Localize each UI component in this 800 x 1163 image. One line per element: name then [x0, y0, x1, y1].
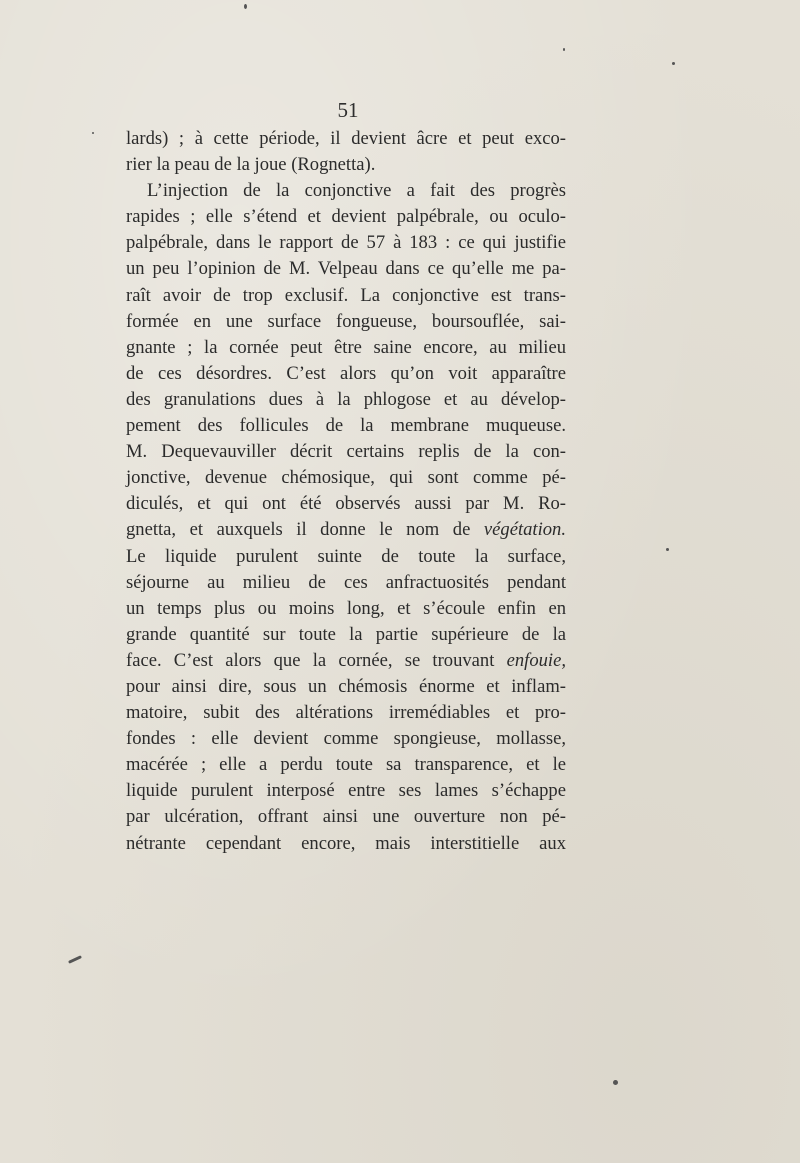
- text-line-content: liquide purulent interposé entre ses lames s’échappe: [126, 780, 566, 802]
- text-line: [126, 361, 566, 387]
- text-line: [126, 256, 566, 282]
- text-line: [126, 491, 566, 517]
- text-line-content: pement des follicules de la membrane muqueuse.: [126, 415, 566, 437]
- text-line: [126, 204, 566, 230]
- text-line: [126, 596, 566, 622]
- text-line-content: jonctive, devenue chémosique, qui sont comme pé-: [126, 467, 566, 489]
- text-line-content: nétrante cependant encore, mais interstitielle aux: [126, 832, 566, 854]
- text-line: [126, 152, 566, 178]
- paper-speck: [613, 1080, 618, 1085]
- text-line-content: rapides ; elle s’étend et devient palpébrale, ou oculo-: [126, 206, 566, 228]
- paper-speck: [68, 955, 82, 964]
- text-line: [126, 413, 566, 439]
- paper-speck: [672, 62, 675, 65]
- paper-speck: [92, 132, 94, 134]
- text-line-content: séjourne au milieu de ces anfractuosités pendant: [126, 571, 566, 593]
- text-line: [126, 831, 566, 857]
- text-line: [126, 309, 566, 335]
- page-number: 51: [337, 98, 359, 122]
- italic-term: enfouie,: [506, 649, 566, 671]
- text-line: [126, 544, 566, 570]
- text-line-content: macérée ; elle a perdu toute sa transparence, et le: [126, 754, 566, 776]
- text-line-content: de ces désordres. C’est alors qu’on voit apparaître: [126, 362, 566, 384]
- text-line-content: par ulcération, offrant ainsi une ouverture non pé-: [126, 806, 566, 828]
- paper-speck: [666, 548, 669, 551]
- text-line-content: grande quantité sur toute la partie supérieure de la: [126, 623, 566, 645]
- text-line-content: matoire, subit des altérations irremédiables et pro-: [126, 702, 566, 724]
- text-line: [126, 778, 566, 804]
- text-line: [126, 283, 566, 309]
- text-line-content: Le liquide purulent suinte de toute la surface,: [126, 545, 566, 567]
- text-line-content: M. Dequevauviller décrit certains replis de la con-: [126, 441, 566, 463]
- text-line-content: palpébrale, dans le rapport de 57 à 183 : ce qui justifie: [126, 232, 566, 254]
- text-line-content: pour ainsi dire, sous un chémosis énorme et inflam-: [126, 675, 566, 697]
- italic-term: végétation.: [483, 519, 566, 541]
- text-line: [126, 804, 566, 830]
- text-line-content: gnetta, et auxquels il donne le nom de: [126, 519, 484, 541]
- text-line: [126, 387, 566, 413]
- text-line-content: un peu l’opinion de M. Velpeau dans ce qu’elle me pa-: [126, 258, 566, 280]
- text-line-content: L’injection de la conjonctive a fait des progrès: [147, 180, 566, 202]
- text-line-content: diculés, et qui ont été observés aussi par M. Ro-: [126, 493, 566, 515]
- text-line: [126, 622, 566, 648]
- text-line: [126, 570, 566, 596]
- text-line: [126, 726, 566, 752]
- text-line-content: gnante ; la cornée peut être saine encore, au milieu: [126, 336, 566, 358]
- paper-speck: [563, 48, 565, 51]
- text-line: [126, 752, 566, 778]
- text-line-content: formée en une surface fongueuse, boursouflée, sai-: [126, 310, 566, 332]
- paper-speck: [244, 4, 247, 9]
- text-line: [126, 439, 566, 465]
- text-line: [126, 178, 566, 204]
- text-line-content: des granulations dues à la phlogose et au dévelop-: [126, 388, 566, 410]
- body-text: [126, 126, 566, 857]
- text-line: [126, 700, 566, 726]
- text-line-content: un temps plus ou moins long, et s’écoule enfin en: [126, 597, 566, 619]
- text-line: [126, 126, 566, 152]
- text-line-content: raît avoir de trop exclusif. La conjonctive est trans-: [126, 284, 566, 306]
- text-line: [126, 335, 566, 361]
- text-line: [126, 674, 566, 700]
- text-line: [126, 517, 566, 543]
- text-line: [126, 230, 566, 256]
- text-line-content: fondes : elle devient comme spongieuse, mollasse,: [126, 728, 566, 750]
- text-line: [126, 648, 566, 674]
- text-line-content: lards) ; à cette période, il devient âcre et peut exco-: [126, 128, 566, 149]
- text-line: [126, 465, 566, 491]
- text-line-content: rier la peau de la joue (Rognetta).: [126, 154, 376, 176]
- text-line-content: face. C’est alors que la cornée, se trouvant: [126, 649, 507, 671]
